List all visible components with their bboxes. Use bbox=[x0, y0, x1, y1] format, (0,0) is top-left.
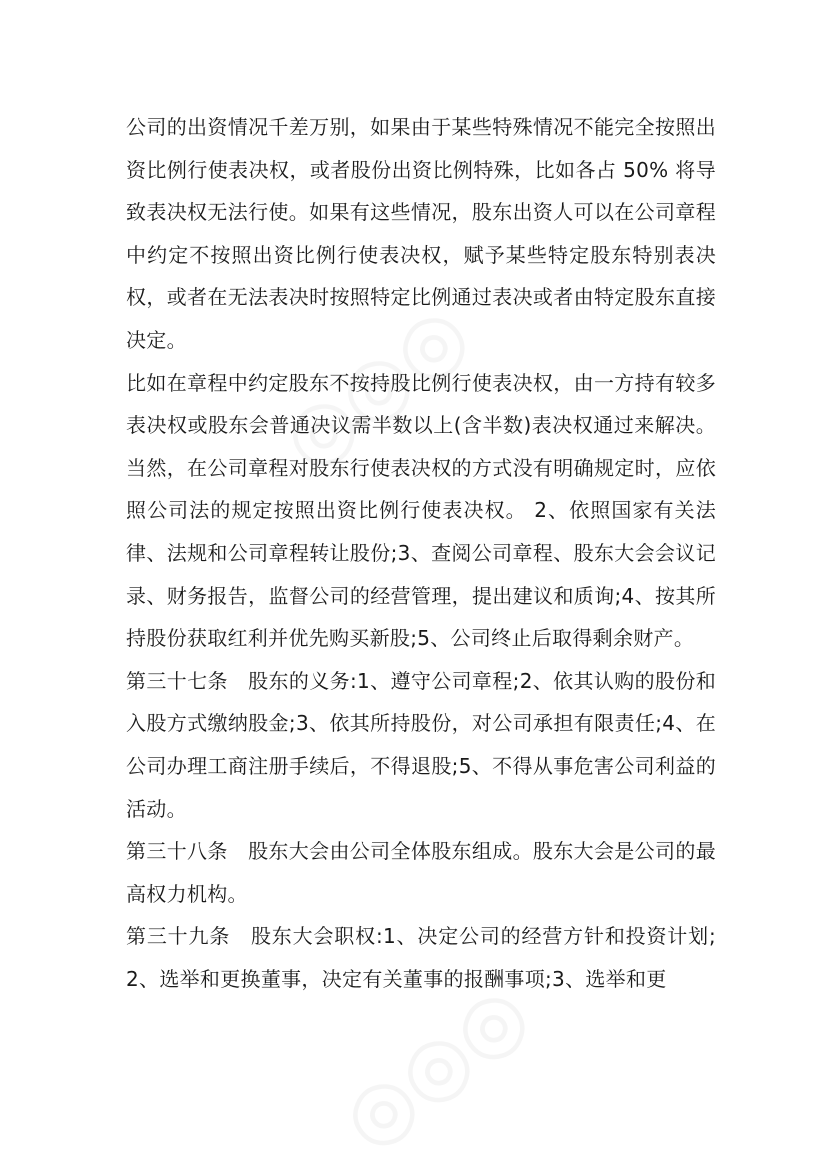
article-38-paragraph: 第三十八条 股东大会由公司全体股东组成。股东大会是公司的最高权力机构。 bbox=[126, 839, 716, 906]
document-body bbox=[126, 106, 716, 1000]
article-39-paragraph: 第三十九条 股东大会职权:1、决定公司的经营方针和投资计划;2、选举和更换董事，决定有关董事的报酬事项;3、选举和更 bbox=[126, 924, 716, 991]
watermark bbox=[330, 1020, 539, 1113]
article-37-paragraph: 第三十七条 股东的义务:1、遵守公司章程;2、依其认购的股份和入股方式缴纳股金;3、依其所持股份，对公司承担有限责任;4、在公司办理工商注册手续后，不得退股;5、不得从事危害公司利益的活动。 bbox=[126, 668, 716, 821]
paragraph: 比如在章程中约定股东不按持股比例行使表决权，由一方持有较多表决权或股东会普通决议需半数以上(含半数)表决权通过来解决。当然，在公司章程对股东行使表决权的方式没有明确规定时，应依照公司法的规定按照出资比例行使表决权。 2、依照国家有关法律、法规和公司章程转让股份;3、查阅公司章程、股东大会会议记录、财务报告，监督公司的经营管理，提出建议和质询;4、按其所持股份获取红利并优先购买新股;5、公司终止后取得剩余财产。 bbox=[126, 370, 716, 651]
paragraph: 公司的出资情况千差万别，如果由于某些特殊情况不能完全按照出资比例行使表决权，或者股份出资比例特殊，比如各占 50% 将导致表决权无法行使。如果有这些情况，股东出资人可以在公司章程中约定不按照出资比例行使表决权，赋予某些特定股东特别表决权，或者在无法表决时按照特定比例通过表决或者由特定股东直接决定。 bbox=[126, 115, 716, 352]
